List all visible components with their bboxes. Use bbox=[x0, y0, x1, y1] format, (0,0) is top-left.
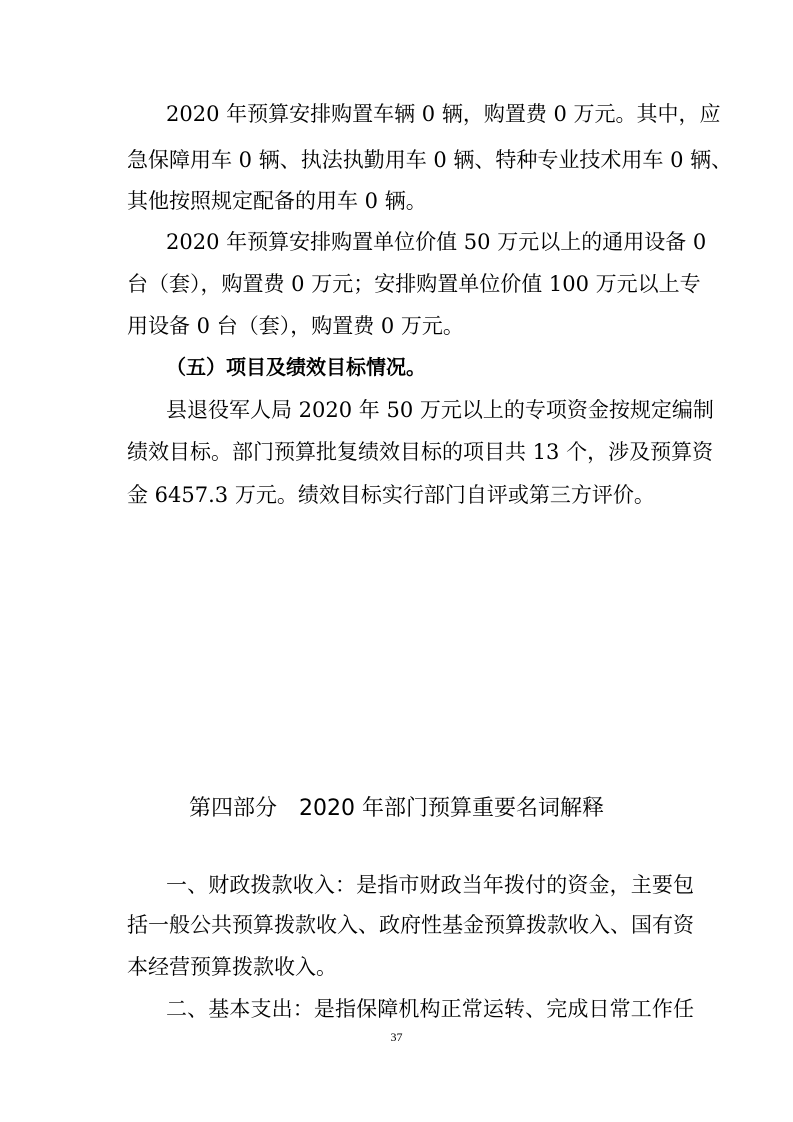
text-line: 2020 年预算安排购置车辆 0 辆，购置费 0 万元。其中，应 bbox=[166, 102, 721, 126]
text-line: 金 6457.3 万元。绩效目标实行部门自评或第三方评价。 bbox=[127, 483, 655, 507]
page-number: 37 bbox=[390, 1030, 403, 1044]
text-line: 用设备 0 台（套），购置费 0 万元。 bbox=[127, 314, 464, 338]
text-line: 本经营预算拨款收入。 bbox=[127, 955, 337, 979]
section-heading: （五）项目及绩效目标情况。 bbox=[166, 355, 426, 379]
text-line: 急保障用车 0 辆、执法执勤用车 0 辆、特种专业技术用车 0 辆、 bbox=[127, 148, 733, 172]
text-line: 括一般公共预算拨款收入、政府性基金预算拨款收入、国有资 bbox=[127, 913, 694, 937]
text-line: 台（套），购置费 0 万元；安排购置单位价值 100 万元以上专 bbox=[127, 272, 701, 296]
text-line: 绩效目标。部门预算批复绩效目标的项目共 13 个，涉及预算资 bbox=[127, 440, 714, 464]
text-line: 其他按照规定配备的用车 0 辆。 bbox=[127, 189, 427, 213]
text-line: 县退役军人局 2020 年 50 万元以上的专项资金按规定编制 bbox=[166, 398, 714, 422]
text-line: 一、财政拨款收入：是指市财政当年拨付的资金，主要包 bbox=[166, 873, 694, 897]
text-line: 二、基本支出：是指保障机构正常运转、完成日常工作任 bbox=[166, 997, 694, 1021]
part-title: 第四部分 2020 年部门预算重要名词解释 bbox=[189, 796, 604, 821]
text-line: 2020 年预算安排购置单位价值 50 万元以上的通用设备 0 bbox=[166, 230, 707, 254]
